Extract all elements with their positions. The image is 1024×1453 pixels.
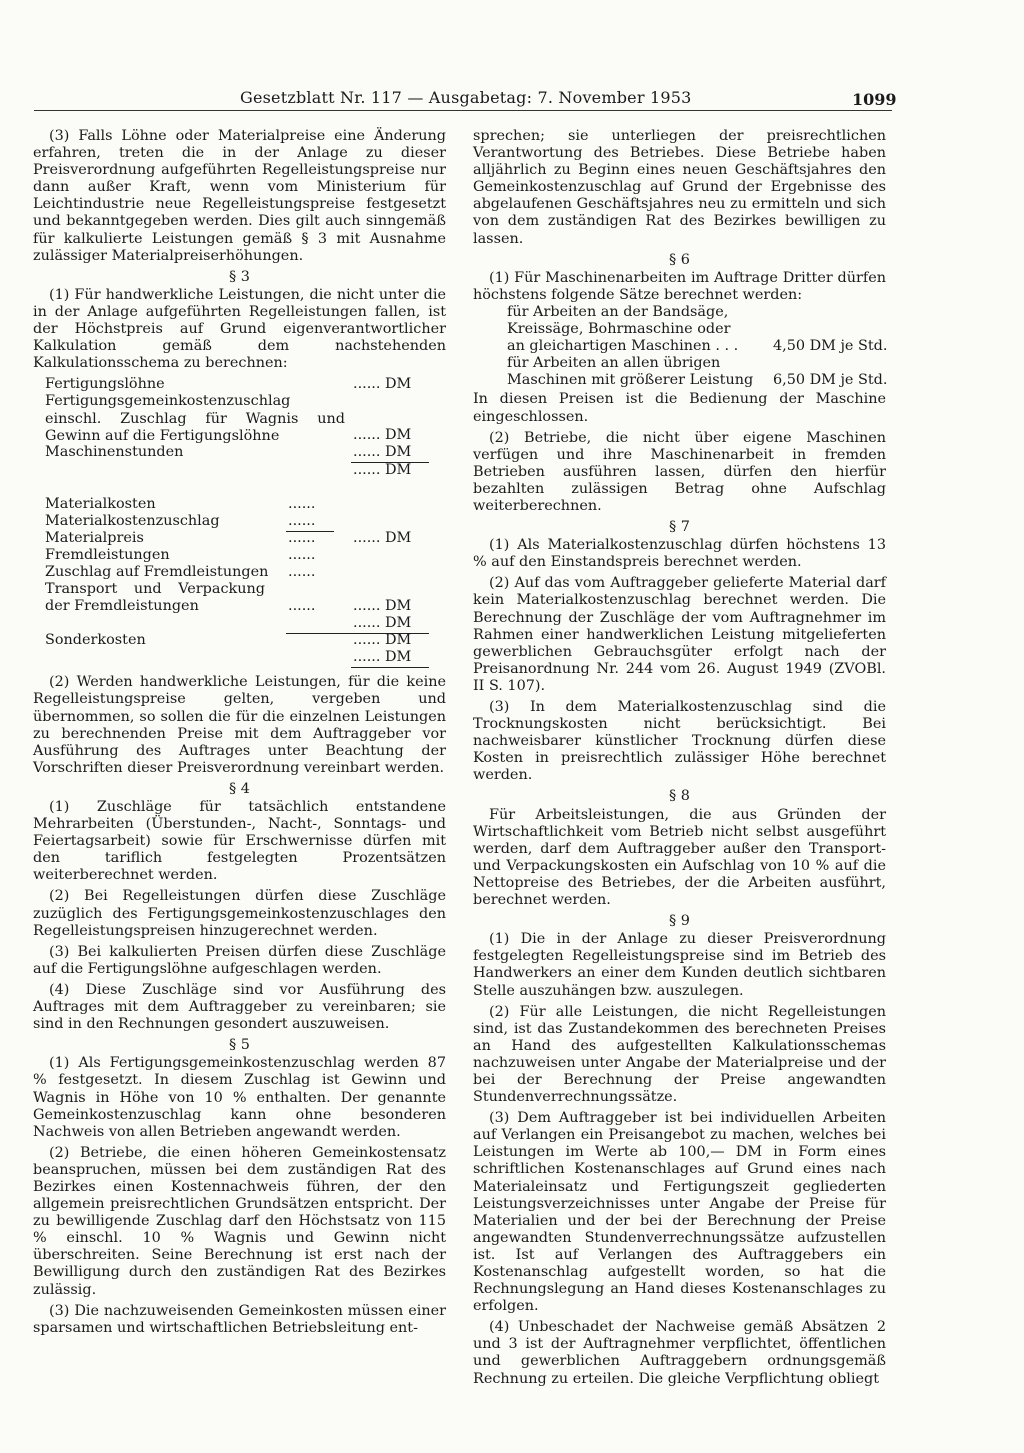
rate-line (507, 338, 886, 355)
page-number: 1099 (852, 90, 897, 109)
calc-row (33, 496, 446, 513)
calc-label: Materialkostenzuschlag (45, 512, 220, 529)
machine-rates (507, 304, 886, 389)
rate-line (507, 355, 886, 372)
calc-label: Maschinenstunden (45, 444, 184, 461)
calc-dots: ...... (288, 512, 316, 529)
calc-row (33, 462, 446, 479)
calc-row (33, 649, 446, 666)
paragraph: Für Arbeitsleistungen, die aus Gründen der Wirtschaftlichkeit vom Betrieb nicht selbst ausgeführt werden, darf dem Auftraggeber außer den Transport- und Verpackungskosten ein Aufschlag von 10 % auf die Nettopreise des Betriebes, der die Arbeiten ausführt, berechnet werden. (473, 806, 886, 909)
section-heading: § 8 (669, 788, 690, 805)
calc-row (33, 632, 446, 649)
right-column (473, 128, 886, 1392)
calc-row (33, 444, 446, 461)
rate-text: an gleichartigen Maschinen . . . (507, 338, 739, 355)
calc-amount: ...... DM (353, 632, 412, 649)
rate-value: 4,50 DM je Std. (773, 338, 888, 355)
calc-row (33, 513, 446, 530)
calc-amount: ...... DM (353, 376, 412, 393)
calc-amount: ...... DM (353, 615, 412, 632)
calc-dots: ...... (288, 563, 316, 580)
paragraph: (2) Für alle Leistungen, die nicht Regelleistungen sind, ist das Zustandekommen des berechneten Preises an Hand des aufgestellten Kalkulationsschemas nachzuweisen unter Angabe der Materialpreise und der bei der Berechnung der Preise angewandten Stundenverrechnungssätze. (473, 1003, 886, 1106)
paragraph: (1) Für Maschinenarbeiten im Auftrage Dritter dürfen höchstens folgende Sätze berechnet werden: (473, 269, 886, 303)
rate-text: für Arbeiten an der Bandsäge, (507, 303, 729, 320)
paragraph: (3) Die nachzuweisenden Gemeinkosten müssen einer sparsamen und wirtschaftlichen Betriebsleitung ent- (33, 1302, 446, 1336)
calc-label: Fremdleistungen (45, 546, 170, 563)
paragraph: (4) Unbeschadet der Nachweise gemäß Absätzen 2 und 3 ist der Auftragnehmer verpflichtet, öffentlichen und gewerblichen Auftraggebern ordnungsgemäß Rechnung zu erteilen. Die gleiche Verpflichtung obliegt (473, 1319, 886, 1387)
calc-row (33, 615, 446, 632)
calc-amount: ...... DM (353, 444, 412, 461)
calc-amount: ...... DM (353, 649, 412, 666)
calc-row (33, 530, 446, 547)
paragraph: (1) Zuschläge für tatsächlich entstandene Mehrarbeiten (Überstunden-, Nacht-, Sonntags- und Feiertagsarbeit) sowie für Erschwernisse dürfen mit den tariflich festgelegten Prozentsätzen weiterberechnet werden. (33, 799, 446, 884)
calc-row (33, 564, 446, 581)
left-column (33, 128, 446, 1341)
section-heading: § 3 (229, 268, 250, 285)
section-heading: § 9 (669, 913, 690, 930)
section-heading: § 4 (229, 780, 250, 797)
paragraph: (2) Betriebe, die nicht über eigene Maschinen verfügen und ihre Maschinenarbeit in fremden Betrieben ausführen lassen, dürfen den hierfür bezahlten zulässigen Betrag ohne Aufschlag weiterberechnen. (473, 429, 886, 514)
calc-amount: ...... DM (353, 427, 412, 444)
rate-text: Maschinen mit größerer Leistung (507, 372, 754, 389)
rate-text: für Arbeiten an allen übrigen (507, 355, 721, 372)
calc-label: Materialpreis (45, 529, 144, 546)
calc-dots: ...... (288, 546, 316, 563)
header-rule (34, 110, 892, 111)
calc-row (33, 393, 446, 444)
calc-label: Transport und Verpackung der Fremdleistungen (45, 581, 265, 615)
paragraph: (1) Als Fertigungsgemeinkostenzuschlag werden 87 % festgesetzt. In diesem Zuschlag ist Gewinn und Wagnis in Höhe von 10 % enthalten. Der genannte Gemeinkostenzuschlag kann ohne besonderen Nachweis von allen Betrieben angewandt werden. (33, 1055, 446, 1140)
rate-line (507, 321, 886, 338)
calc-label: Sonderkosten (45, 632, 146, 649)
paragraph: (3) Falls Löhne oder Materialpreise eine Änderung erfahren, treten die in der Anlage zu dieser Preisverordnung aufgeführten Regelleistungspreise nur dann außer Kraft, wenn vom Ministerium für Leichtindustrie neue Regelleistungspreise festgesetzt und bekanntgegeben werden. Dies gilt auch sinngemäß für kalkulierte Leistungen gemäß § 3 mit Ausnahme zulässiger Materialpreiserhöhungen. (33, 128, 446, 264)
paragraph: (3) Dem Auftraggeber ist bei individuellen Arbeiten auf Verlangen ein Preisangebot zu machen, welches bei Leistungen im Werte ab 100,— DM in Form eines schriftlichen Kostenanschlages auf Grund eines nach Materialeinsatz und Fertigungszeit gegliederten Leistungsverzeichnisses unter Angabe der Preise für Materialien und der bei der Berechnung der Preise angewandten Stundenverrechnungssätze aufzustellen ist. Ist auf Verlangen des Auftraggebers ein Kostenanschlag aufgestellt worden, so hat die Rechnungslegung an Hand dieses Kostenanschlages zu erfolgen. (473, 1110, 886, 1315)
calc-row (33, 547, 446, 564)
calc-amount: ...... DM (353, 461, 412, 478)
paragraph: (2) Auf das vom Auftraggeber gelieferte Material darf kein Materialkostenzuschlag berechnet werden. Die Berechnung der Zuschläge der vom Auftragnehmer im Rahmen einer handwerklichen Leistung mitgelieferten gewerblichen Gebrauchsgüter erfolgt nach der Preisanordnung Nr. 244 vom 26. August 1949 (ZVOBl. II S. 107). (473, 575, 886, 694)
paragraph: (1) Die in der Anlage zu dieser Preisverordnung festgelegten Regelleistungspreise sind im Betrieb des Handwerkers an einer dem Kunden deutlich sichtbaren Stelle auszuhängen bzw. auszulegen. (473, 931, 886, 999)
calc-label: Zuschlag auf Fremdleistungen (45, 563, 269, 580)
paragraph: (2) Betriebe, die einen höheren Gemeinkostensatz beanspruchen, müssen bei dem zuständigen Rat des Bezirkes einen Kostennachweis führen, der den allgemein preisrechtlichen Grundsätzen entspricht. Der zu bewilligende Zuschlag darf den Höchstsatz von 115 % einschl. 10 % Wagnis und Gewinn nicht überschreiten. Seine Berechnung ist erst nach der Bewilligung durch den zuständigen Rat des Bezirkes zulässig. (33, 1144, 446, 1298)
paragraph: (4) Diese Zuschläge sind vor Ausführung des Auftrages mit dem Auftraggeber zu vereinbaren; sie sind in den Rechnungen gesondert auszuweisen. (33, 981, 446, 1033)
calc-label: Fertigungslöhne (45, 376, 165, 393)
paragraph: (3) In dem Materialkostenzuschlag sind die Trocknungskosten nicht berücksichtigt. Bei nachweisbarer künstlicher Trocknung dürfen diese Kosten in preisrechtlich zulässiger Höhe berechnet werden. (473, 699, 886, 784)
calc-dots: ...... (288, 598, 316, 615)
calc-amount: ...... DM (353, 598, 412, 615)
section-heading: § 5 (229, 1037, 250, 1054)
calc-label: Fertigungsgemeinkostenzuschlag einschl. Zuschlag für Wagnis und Gewinn auf die Fertigungslöhne (45, 393, 345, 444)
paragraph: (1) Für handwerkliche Leistungen, die nicht unter die in der Anlage aufgeführten Regelleistungen fallen, ist der Höchstpreis auf Grund eigenverantwortlicher Kalkulation gemäß dem nachstehenden Kalkulationsschema zu berechnen: (33, 286, 446, 372)
paragraph: In diesen Preisen ist die Bedienung der Maschine eingeschlossen. (473, 391, 886, 425)
rate-line (507, 304, 886, 321)
rate-value: 6,50 DM je Std. (773, 372, 888, 389)
calculation-scheme (33, 376, 446, 666)
rate-text: Kreissäge, Bohrmaschine oder (507, 321, 731, 338)
calc-amount: ...... DM (353, 529, 412, 546)
calc-dots: ...... (288, 495, 316, 512)
paragraph: (2) Bei Regelleistungen dürfen diese Zuschläge zuzüglich des Fertigungsgemeinkostenzuschlages den Regelleistungspreisen hinzugerechnet werden. (33, 888, 446, 939)
section-heading: § 6 (669, 251, 690, 268)
calc-dots: ...... (288, 529, 316, 546)
paragraph: (2) Werden handwerkliche Leistungen, für die keine Regelleistungspreise gelten, vergeben und übernommen, so sollen die für die einzelnen Leistungen zu berechnenden Preise mit dem Auftraggeber vor Ausführung des Auftrages unter Beachtung der Vorschriften dieser Preisverordnung vereinbart werden. (33, 674, 446, 776)
paragraph: (1) Als Materialkostenzuschlag dürfen höchstens 13 % auf den Einstandspreis berechnet werden. (473, 537, 886, 571)
page-header-title: Gesetzblatt Nr. 117 — Ausgabetag: 7. November 1953 (240, 88, 692, 107)
calc-row (33, 376, 446, 393)
calc-row (33, 581, 446, 615)
sum-line (351, 667, 429, 668)
calc-label: Materialkosten (45, 495, 156, 512)
section-heading: § 7 (669, 519, 690, 536)
paragraph: sprechen; sie unterliegen der preisrechtlichen Verantwortung des Betriebes. Diese Betriebe haben alljährlich zu Beginn eines neuen Geschäftsjahres den Gemeinkostenzuschlag auf Grund der Ergebnisse des abgelaufenen Geschäftsjahres neu zu ermitteln und sich von dem zuständigen Rat des Bezirkes bewilligen zu lassen. (473, 128, 886, 247)
paragraph: (3) Bei kalkulierten Preisen dürfen diese Zuschläge auf die Fertigungslöhne aufgeschlagen werden. (33, 943, 446, 977)
rate-line (507, 372, 886, 389)
